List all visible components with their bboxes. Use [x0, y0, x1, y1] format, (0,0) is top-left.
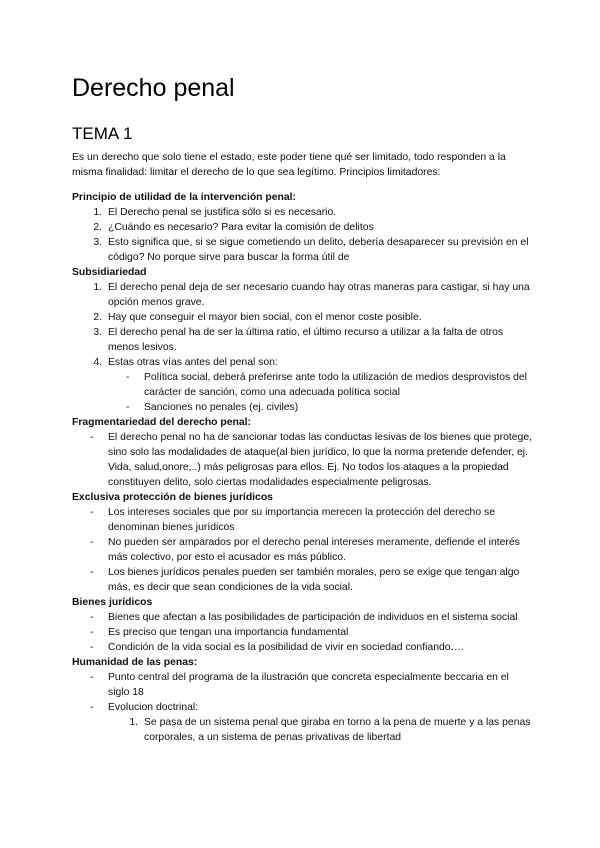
- list-item: [72, 640, 532, 655]
- list-item: [72, 280, 532, 310]
- list-marker: 1.: [93, 207, 102, 218]
- list-item: [72, 700, 532, 715]
- list-exclusiva-proteccion: [72, 505, 532, 595]
- sub-list-item: [72, 715, 532, 745]
- heading-subsidiariedad: Subsidiariedad: [72, 267, 147, 278]
- page-title: Derecho penal: [72, 74, 235, 102]
- heading-fragmentariedad: Fragmentariedad del derecho penal:: [72, 417, 251, 428]
- list-item: [72, 565, 532, 595]
- list-item: [72, 535, 532, 565]
- list-item: [72, 430, 532, 490]
- list-marker: 3.: [93, 237, 102, 248]
- list-marker: -: [90, 672, 94, 683]
- list-marker: 1.: [93, 282, 102, 293]
- list-item-text: Hay que conseguir el mayor bien social, con el menor coste posible.: [108, 312, 422, 323]
- list-item-text: Los intereses sociales que por su importancia merecen la protección del derecho se denominan bienes jurídicos: [108, 507, 495, 533]
- list-marker: -: [126, 372, 130, 383]
- list-item-text: Sanciones no penales (ej. civiles): [144, 402, 299, 413]
- heading-exclusiva-proteccion: Exclusiva protección de bienes jurídicos: [72, 492, 273, 503]
- heading-bienes-juridicos: Bienes jurídicos: [72, 597, 153, 608]
- document-body: [72, 150, 532, 745]
- list-humanidad-penas: [72, 670, 532, 745]
- list-item-text: Los bienes jurídicos penales pueden ser también morales, pero se exige que tengan algo más, es decir que sean condiciones de la vida social.: [108, 567, 520, 593]
- intro-paragraph: Es un derecho que solo tiene el estado, este poder tiene qué ser limitado, todo responden a la misma finalidad: limitar el derecho de lo que sea legítimo. Principios limitadores:: [72, 152, 506, 178]
- list-bienes-juridicos: [72, 610, 532, 655]
- list-item: [72, 325, 532, 355]
- heading-utilidad: Principio de utilidad de la intervención penal:: [72, 192, 297, 203]
- list-marker: -: [126, 402, 130, 413]
- list-item-text: Esto significa que, si se sigue cometiendo un delito, debería desaparecer su previsión en el código? No porque sirve para buscar la forma útil de: [108, 237, 529, 263]
- list-marker: -: [90, 702, 94, 713]
- list-item-text: No pueden ser amparados por el derecho penal intereses meramente, defiende el interés más colectivo, por esto el acusador es más público.: [108, 537, 520, 563]
- list-item: [72, 205, 532, 220]
- list-item: [72, 505, 532, 535]
- list-item-text: El derecho penal no ha de sancionar todas las conductas lesivas de los bienes que protege, sino solo las modalidades de ataque(al bien jurídico, lo que la norma pretende defender, ej. Vida, salud,onore,..) más peligrosas para ellos. Ej. No todos los ataques a la propiedad constituyen delito, solo ciertas modalidades especialmente peligrosas.: [108, 432, 532, 488]
- list-marker: -: [90, 507, 94, 518]
- list-item-text: Punto central del programa de la ilustración que concreta especialmente beccaria en el siglo 18: [108, 672, 509, 698]
- list-subsidiariedad: [72, 280, 532, 415]
- list-item-text: Se pasa de un sistema penal que giraba en torno a la pena de muerte y a las penas corporales, a un sistema de penas privativas de libertad: [144, 717, 531, 743]
- list-item-text: Condición de la vida social es la posibilidad de vivir en sociedad confiando….: [108, 642, 464, 653]
- list-item: [72, 355, 532, 370]
- list-item-text: El derecho penal ha de ser la última ratio, el último recurso a utilizar a la falta de otros menos lesivos.: [108, 327, 504, 353]
- list-item-text: Estas otras vías antes del penal son:: [108, 357, 278, 368]
- list-marker: -: [90, 642, 94, 653]
- list-marker: 2.: [93, 312, 102, 323]
- list-item-text: Es preciso que tengan una importancia fundamental: [108, 627, 349, 638]
- list-fragmentariedad: [72, 430, 532, 490]
- list-marker: 3.: [93, 327, 102, 338]
- list-item-text: ¿Cuándo es necesario? Para evitar la comisión de delitos: [108, 222, 374, 233]
- list-marker: -: [90, 537, 94, 548]
- list-item: [72, 220, 532, 235]
- section-title: TEMA 1: [72, 124, 133, 143]
- list-item-text: El Derecho penal se justifica sólo si es necesario.: [108, 207, 337, 218]
- sub-list-item: [72, 370, 532, 400]
- list-item: [72, 310, 532, 325]
- list-marker: -: [90, 627, 94, 638]
- list-utilidad: [72, 205, 532, 265]
- list-item: [72, 670, 532, 700]
- sub-list-item: [72, 400, 532, 415]
- list-item-text: Bienes que afectan a las posibilidades de participación de individuos en el sistema social: [108, 612, 518, 623]
- list-marker: 1.: [129, 717, 138, 728]
- heading-humanidad-penas: Humanidad de las penas:: [72, 657, 198, 668]
- list-item: [72, 235, 532, 265]
- list-item: [72, 625, 532, 640]
- list-item-text: Evolucion doctrinal:: [108, 702, 199, 713]
- list-marker: 4.: [93, 357, 102, 368]
- list-marker: -: [90, 567, 94, 578]
- list-item: [72, 610, 532, 625]
- list-marker: 2.: [93, 222, 102, 233]
- list-item-text: Política social, deberá preferirse ante todo la utilización de medios desprovistos del carácter de sanción, como una adecuada política social: [144, 372, 527, 398]
- list-marker: -: [90, 612, 94, 623]
- list-marker: -: [90, 432, 94, 443]
- list-item-text: El derecho penal deja de ser necesario cuando hay otras maneras para castigar, si hay una opción menos grave.: [108, 282, 530, 308]
